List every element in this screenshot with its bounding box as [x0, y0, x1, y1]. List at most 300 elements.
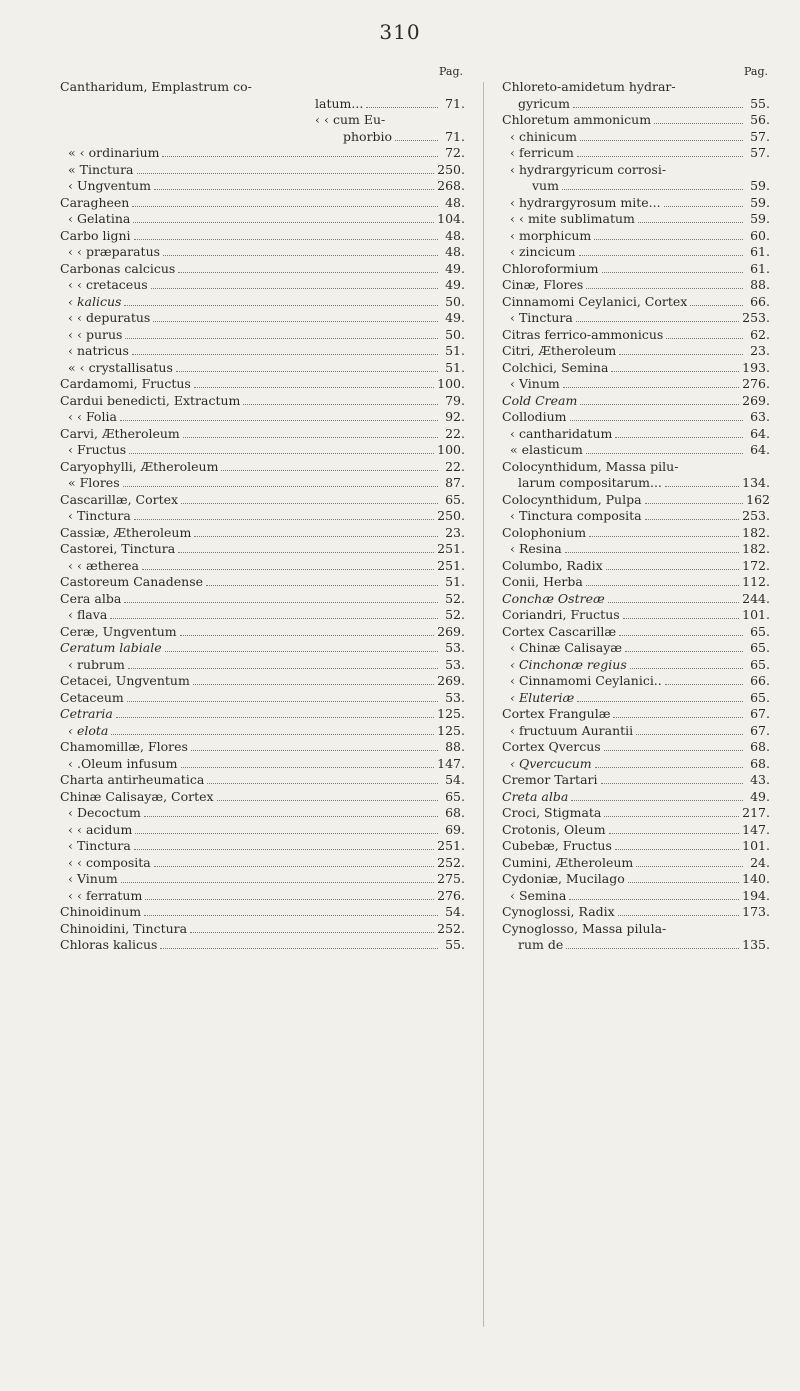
entry-term: Cera alba [60, 590, 122, 606]
dot-leader [123, 485, 438, 487]
entry-term: larum compositarum... [518, 475, 662, 490]
index-entry [502, 838, 770, 855]
entry-page-ref: 101. [742, 838, 770, 853]
entry-term: Conii, Herba [502, 574, 583, 589]
dot-leader [129, 452, 434, 454]
dot-leader [577, 700, 743, 702]
index-entry [502, 79, 770, 96]
dot-leader [679, 90, 743, 91]
entry-term: Chinoidinum [60, 904, 142, 919]
entry-term: Cetraria [60, 706, 113, 721]
entry-page-ref: 250. [437, 161, 465, 177]
index-entry [502, 294, 770, 311]
entry-page-ref: 51. [445, 574, 465, 589]
dot-leader [111, 733, 434, 735]
entry-term: ‹ ‹ Folia [68, 409, 117, 424]
dot-leader [183, 436, 438, 438]
dot-leader [569, 898, 739, 900]
index-entry [502, 690, 770, 707]
index-entry [502, 607, 770, 624]
entry-page-ref: 65. [750, 656, 770, 672]
index-entry [60, 904, 465, 921]
entry-term: ‹ chinicum [510, 128, 577, 144]
entry-page-ref: 53. [445, 640, 465, 655]
entry-term: Cortex Qvercus [502, 739, 601, 754]
entry-term: Castorei, Tinctura [60, 541, 176, 556]
entry-term: « ‹ ordinarium [68, 145, 160, 160]
dot-leader [580, 403, 739, 405]
index-entry [502, 393, 770, 410]
dot-leader [194, 535, 438, 537]
entry-page-ref: 252. [437, 920, 465, 936]
dot-leader [645, 502, 743, 504]
entry-page-ref: 100. [437, 442, 465, 457]
entry-term: ‹ Vinum [68, 871, 118, 886]
entry-term: ‹ morphicum [510, 227, 592, 243]
dot-leader [116, 716, 434, 718]
dot-leader [151, 287, 438, 289]
entry-page-ref: 67. [750, 706, 770, 721]
entry-page-ref: 57. [750, 145, 770, 160]
dot-leader [128, 667, 438, 669]
entry-page-ref: 64. [750, 442, 770, 457]
entry-page-ref: 49. [750, 788, 770, 804]
dot-leader [160, 947, 438, 949]
entry-page-ref: 182. [742, 541, 770, 556]
dot-leader [654, 122, 743, 124]
entry-term: Caryophylli, Ætheroleum [60, 458, 219, 474]
entry-page-ref: 87. [445, 475, 465, 490]
index-entry [60, 459, 465, 476]
entry-page-ref: 49. [445, 260, 465, 276]
index-entry [60, 228, 465, 245]
dot-leader [163, 254, 438, 256]
dot-leader [206, 584, 438, 586]
index-entry [60, 195, 465, 212]
entry-page-ref: 162 [746, 491, 770, 507]
entry-term: gyricum [518, 95, 570, 111]
dot-leader [566, 947, 739, 949]
entry-term: ‹ natricus [68, 343, 129, 358]
dot-leader [142, 568, 434, 570]
entry-page-ref: 22. [445, 458, 465, 474]
entry-term: Cardamomi, Fructus [60, 376, 191, 391]
entry-term: Ceræ, Ungventum [60, 623, 177, 639]
index-entry [502, 96, 770, 113]
entry-term: ‹ Fructus [68, 442, 127, 457]
entry-term: Cetaceum [60, 689, 124, 705]
entry-page-ref: 48. [445, 194, 465, 210]
dot-leader [645, 518, 740, 520]
index-entry [502, 888, 770, 905]
entry-page-ref: 65. [445, 788, 465, 804]
index-entry [60, 475, 465, 492]
index-entry [60, 162, 465, 179]
index-entry [60, 624, 465, 641]
index-entry [60, 607, 465, 624]
entry-term: Chloreto-amidetum hydrar- [502, 79, 676, 94]
dot-leader [181, 766, 435, 768]
dot-leader [606, 568, 739, 570]
entry-page-ref: 68. [750, 739, 770, 754]
dot-leader [135, 832, 438, 834]
dot-leader [221, 469, 438, 471]
entry-term: Cantharidum, Emplastrum co- [60, 79, 252, 94]
entry-page-ref: 134. [742, 475, 770, 490]
index-entry [502, 921, 770, 938]
entry-page-ref: 54. [445, 772, 465, 787]
entry-page-ref: 62. [750, 326, 770, 342]
index-entry [502, 195, 770, 212]
index-entry [502, 244, 770, 261]
index-entry [502, 360, 770, 377]
entry-page-ref: 193. [742, 359, 770, 375]
entry-page-ref: 49. [445, 310, 465, 325]
index-entry [60, 574, 465, 591]
index-entry [502, 541, 770, 558]
index-entry [502, 756, 770, 773]
index-entry [60, 673, 465, 690]
entry-term: Cortex Frangulæ [502, 706, 611, 721]
dot-leader [690, 304, 743, 306]
index-entry [60, 690, 465, 707]
index-entry [60, 525, 465, 542]
entry-term: ‹ Decoctum [68, 805, 141, 820]
entry-page-ref: 57. [750, 128, 770, 144]
index-entry [60, 79, 465, 96]
entry-term: ‹ ‹ purus [68, 326, 123, 342]
entry-term: Cydoniæ, Mucilago [502, 871, 625, 886]
entry-term: ‹ cantharidatum [510, 425, 613, 441]
dot-leader [618, 914, 739, 916]
dot-leader [609, 832, 740, 834]
index-entry [502, 376, 770, 393]
dot-leader [145, 898, 434, 900]
entry-page-ref: 56. [750, 112, 770, 127]
entry-term: ‹ ‹ mite sublimatum [510, 211, 635, 226]
entry-term: ‹ ferricum [510, 145, 574, 160]
dot-leader [619, 634, 743, 636]
entry-page-ref: 23. [750, 343, 770, 358]
entry-page-ref: 217. [742, 805, 770, 820]
entry-term: Carvi, Ætheroleum [60, 425, 180, 441]
dot-leader [669, 932, 743, 933]
index-entry [60, 855, 465, 872]
index-entry [60, 871, 465, 888]
entry-term: Creta alba [502, 788, 569, 804]
index-entry [502, 805, 770, 822]
entry-page-ref: 88. [445, 739, 465, 754]
index-entries [60, 79, 465, 954]
dot-leader [681, 470, 743, 471]
entry-page-ref: 269. [437, 673, 465, 688]
entry-page-ref: 48. [445, 244, 465, 259]
entry-term: « elasticum [510, 442, 583, 457]
index-column-left [60, 64, 465, 954]
entry-page-ref: 251. [437, 541, 465, 556]
entry-page-ref: 244. [742, 590, 770, 606]
dot-leader [133, 221, 434, 223]
index-entry [60, 805, 465, 822]
dot-leader [615, 436, 743, 438]
entry-term: Charta antirheumatica [60, 772, 205, 787]
entry-term: Citras ferrico-ammonicus [502, 326, 664, 342]
index-entry [60, 310, 465, 327]
index-entry [502, 640, 770, 657]
entry-page-ref: 50. [445, 293, 465, 309]
entry-term: ‹ zincicum [510, 244, 576, 259]
entry-page-ref: 51. [445, 343, 465, 358]
entry-term: Colocynthidum, Massa pilu- [502, 458, 679, 474]
index-entry [502, 673, 770, 690]
index-entry [60, 145, 465, 162]
entry-page-ref: 194. [742, 887, 770, 903]
entry-page-ref: 66. [750, 293, 770, 309]
index-entry [502, 277, 770, 294]
entry-page-ref: 252. [437, 854, 465, 870]
entry-term: ‹ Tinctura composita [510, 508, 642, 523]
entry-term: ‹ Qvercucum [510, 755, 592, 771]
entry-page-ref: 65. [445, 491, 465, 507]
entry-term: ‹ Tinctura [68, 508, 131, 523]
index-entry [60, 129, 465, 146]
dot-leader [194, 386, 434, 388]
dot-leader [243, 403, 438, 405]
index-entry [502, 112, 770, 129]
entry-page-ref: 147. [437, 755, 465, 771]
dot-leader [594, 238, 743, 240]
index-entry [60, 409, 465, 426]
dot-leader [638, 221, 743, 223]
index-entry [60, 442, 465, 459]
index-entry [60, 739, 465, 756]
entry-page-ref: 22. [445, 425, 465, 441]
dot-leader [625, 650, 743, 652]
dot-leader [589, 535, 739, 537]
dot-leader [608, 601, 739, 603]
entry-term: ‹ rubrum [68, 656, 125, 672]
index-entry [60, 294, 465, 311]
dot-leader [388, 123, 438, 124]
entry-page-ref: 66. [750, 673, 770, 688]
entry-page-ref: 92. [445, 409, 465, 424]
entry-term: Cascarillæ, Cortex [60, 491, 179, 507]
dot-leader [144, 914, 438, 916]
index-entry [60, 558, 465, 575]
entry-page-ref: 59. [750, 194, 770, 210]
index-entry [502, 145, 770, 162]
entry-term: Chamomillæ, Flores [60, 739, 188, 754]
index-entry [60, 261, 465, 278]
entry-page-ref: 71. [445, 128, 465, 144]
index-entry [502, 723, 770, 740]
dot-leader [144, 815, 438, 817]
index-entry [502, 706, 770, 723]
entry-term: ‹ Gelatina [68, 211, 131, 226]
entry-page-ref: 275. [437, 871, 465, 886]
entry-term: ‹ ‹ acidum [68, 821, 133, 837]
entry-term: ‹ Cinnamomi Ceylanici.. [510, 673, 662, 688]
dot-leader [125, 337, 438, 339]
entry-page-ref: 60. [750, 227, 770, 243]
index-entry [60, 706, 465, 723]
index-entry [60, 789, 465, 806]
dot-leader [132, 205, 438, 207]
index-entry [502, 624, 770, 641]
entry-page-ref: 88. [750, 277, 770, 292]
dot-leader [255, 90, 438, 91]
entry-page-ref: 68. [445, 805, 465, 820]
dot-leader [132, 353, 438, 355]
entry-page-ref: 182. [742, 524, 770, 540]
entry-page-ref: 61. [750, 244, 770, 259]
dot-leader [178, 271, 438, 273]
index-entry [502, 162, 770, 179]
entry-term: ‹ .Oleum infusum [68, 755, 178, 771]
dot-leader [571, 799, 743, 801]
entry-term: ‹ Eluteriæ [510, 689, 575, 705]
index-entry [502, 508, 770, 525]
index-entry [502, 492, 770, 509]
index-entry [60, 591, 465, 608]
entry-term: ‹ flava [68, 607, 108, 622]
dot-leader [602, 271, 743, 273]
index-entry [60, 657, 465, 674]
index-entry [502, 937, 770, 954]
entry-page-ref: 64. [750, 425, 770, 441]
entry-term: Cinnamomi Ceylanici, Cortex [502, 293, 688, 309]
index-entry [60, 756, 465, 773]
entry-page-ref: 172. [742, 557, 770, 573]
entry-page-ref: 276. [437, 887, 465, 903]
index-entry [60, 888, 465, 905]
index-entry [502, 822, 770, 839]
entry-term: Cynoglosso, Massa pilula- [502, 920, 667, 936]
entry-page-ref: 251. [437, 557, 465, 573]
entry-page-ref: 53. [445, 656, 465, 672]
index-entry [502, 739, 770, 756]
dot-leader [665, 683, 743, 685]
dot-leader [127, 700, 438, 702]
index-entry [502, 178, 770, 195]
index-entry [60, 822, 465, 839]
index-entry [60, 327, 465, 344]
entry-page-ref: 71. [445, 95, 465, 111]
entry-page-ref: 68. [750, 755, 770, 771]
dot-leader [176, 370, 438, 372]
index-column-right [502, 64, 770, 954]
entry-page-ref: 269. [742, 392, 770, 408]
entry-page-ref: 101. [742, 607, 770, 622]
index-entry [502, 409, 770, 426]
index-entry [60, 376, 465, 393]
entry-term: Coriandri, Fructus [502, 607, 620, 622]
index-entry [502, 129, 770, 146]
entry-term: Cinæ, Flores [502, 277, 584, 292]
index-entry [502, 261, 770, 278]
entry-page-ref: 59. [750, 211, 770, 226]
index-entry [502, 574, 770, 591]
entry-term: Chinoidini, Tinctura [60, 920, 188, 936]
dot-leader [217, 799, 438, 801]
dot-leader [595, 766, 743, 768]
entry-term: ‹ elota [68, 722, 109, 738]
dot-leader [178, 551, 434, 553]
entry-term: ‹ ‹ depuratus [68, 310, 151, 325]
index-entry [60, 96, 465, 113]
index-entry [502, 772, 770, 789]
dot-leader [134, 238, 438, 240]
entry-page-ref: 23. [445, 524, 465, 540]
dot-leader [580, 139, 743, 141]
dot-leader [669, 173, 743, 174]
entry-term: ‹ Tinctura [510, 310, 573, 325]
entry-page-ref: 52. [445, 590, 465, 606]
index-entry [60, 508, 465, 525]
entry-term: Colchici, Semina [502, 359, 609, 375]
index-entry [60, 772, 465, 789]
entry-page-ref: 63. [750, 409, 770, 424]
entry-term: Colocynthidum, Pulpa [502, 491, 642, 507]
entry-term: Chloretum ammonicum [502, 112, 652, 127]
entry-page-ref: 52. [445, 607, 465, 622]
dot-leader [636, 733, 743, 735]
entry-page-ref: 50. [445, 326, 465, 342]
entry-page-ref: 251. [437, 838, 465, 853]
entry-term: ‹ Semina [510, 887, 567, 903]
index-entry [60, 343, 465, 360]
index-entry [60, 426, 465, 443]
index-entry [60, 112, 465, 129]
entry-term: rum de [518, 937, 564, 952]
entry-page-ref: 65. [750, 623, 770, 639]
entry-term: Carbo ligni [60, 227, 131, 243]
entry-page-ref: 135. [742, 937, 770, 952]
entry-term: ‹ Cinchonæ regius [510, 656, 627, 672]
index-entry [60, 723, 465, 740]
dot-leader [619, 353, 743, 355]
index-entry [502, 228, 770, 245]
index-entry [60, 640, 465, 657]
index-entry [502, 657, 770, 674]
index-entries [502, 79, 770, 954]
entry-page-ref: 112. [742, 574, 770, 589]
entry-term: Chloras kalicus [60, 937, 158, 952]
dot-leader [623, 617, 739, 619]
dot-leader [134, 848, 434, 850]
entry-term: « ‹ crystallisatus [68, 359, 173, 375]
page-header-label: Pag. [743, 65, 768, 78]
dot-leader [579, 254, 743, 256]
entry-term: Citri, Ætheroleum [502, 343, 617, 358]
entry-term: « Flores [68, 475, 120, 490]
entry-page-ref: 24. [750, 854, 770, 870]
dot-leader [576, 320, 739, 322]
dot-leader [191, 749, 438, 751]
entry-term: Collodium [502, 409, 567, 424]
dot-leader [121, 881, 434, 883]
index-entry [60, 178, 465, 195]
index-entry [502, 310, 770, 327]
dot-leader [570, 419, 743, 421]
dot-leader [613, 716, 743, 718]
dot-leader [611, 370, 739, 372]
dot-leader [110, 617, 438, 619]
entry-term: Conchæ Ostreæ [502, 590, 605, 606]
entry-term: Cetacei, Ungventum [60, 673, 190, 688]
index-entry [60, 937, 465, 954]
entry-page-ref: 253. [742, 310, 770, 325]
